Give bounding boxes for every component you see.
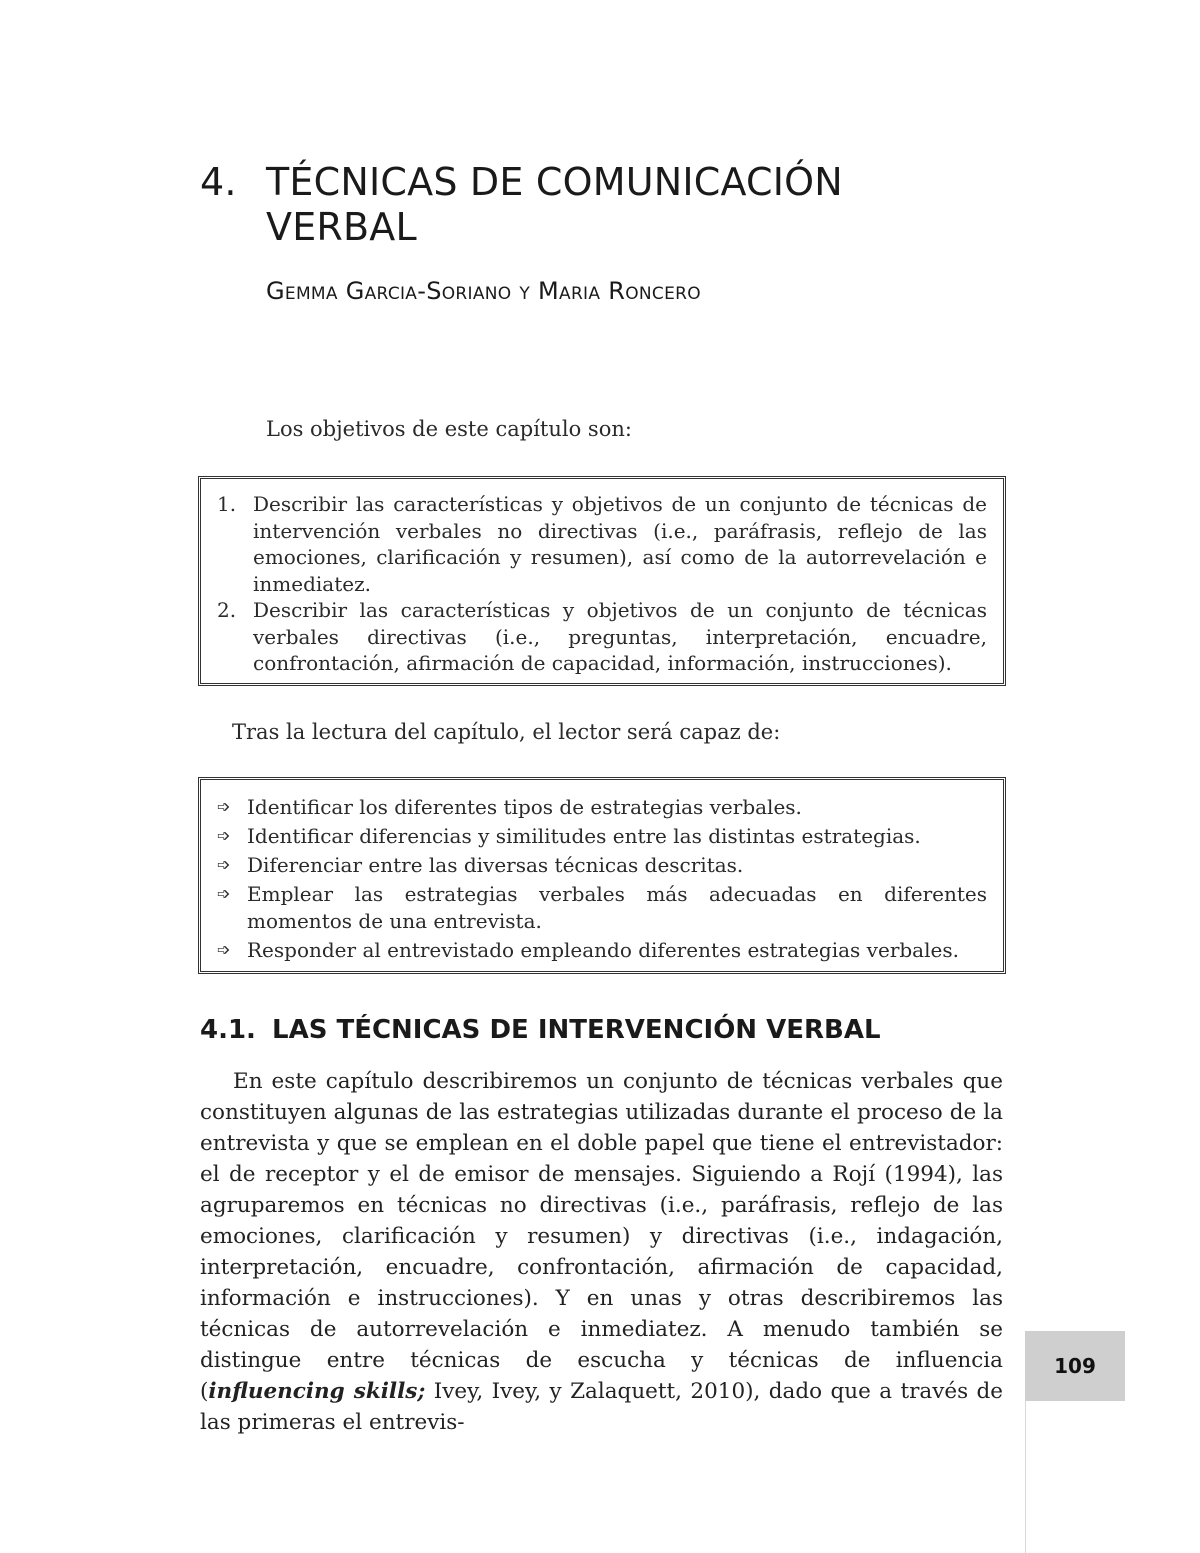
arrow-right-icon: ➩ (217, 939, 231, 959)
capability-item (217, 937, 987, 964)
paragraph-emphasis: influencing skills; (208, 1379, 426, 1404)
body-paragraph (200, 1066, 1003, 1438)
chapter-number: 4. (200, 160, 237, 204)
arrow-right-icon: ➩ (217, 884, 231, 903)
capability-text: Identificar diferencias y similitudes entre las distintas estrategias. (247, 824, 921, 848)
capability-text: Diferenciar entre las diversas técnicas descritas. (247, 853, 744, 877)
objectives-list (217, 491, 987, 677)
section-heading (200, 1012, 881, 1048)
section-title: LAS TÉCNICAS DE INTERVENCIÓN VERBAL (272, 1015, 881, 1045)
capability-text: Emplear las estrategias verbales más adecuadas en diferentes momentos de una entrevista. (247, 882, 987, 933)
objective-number: 1. (217, 492, 237, 516)
capabilities-box (198, 777, 1006, 974)
objective-text: Describir las características y objetivos de un conjunto de técnicas de intervención verbales no directivas (i.e., paráfrasis, reflejo de las emociones, clarificación y resumen), así como de la autorrevelación e inmediatez. (253, 492, 987, 596)
chapter-authors: Gemma Garcia-Soriano y Maria Roncero (266, 277, 701, 305)
arrow-right-icon: ➩ (217, 797, 231, 816)
objectives-intro: Los objetivos de este capítulo son: (266, 417, 632, 441)
capability-item (217, 794, 987, 821)
capability-text: Responder al entrevistado empleando diferentes estrategias verbales. (247, 937, 959, 962)
chapter-title: TÉCNICAS DE COMUNICACIÓN VERBAL (266, 160, 843, 249)
capabilities-intro: Tras la lectura del capítulo, el lector será capaz de: (232, 720, 781, 744)
page-number: 109 (1054, 1354, 1096, 1378)
chapter-heading (200, 160, 980, 250)
objectives-box (198, 476, 1006, 686)
margin-rule (1025, 1401, 1026, 1553)
objective-item (217, 491, 987, 597)
capability-item (217, 852, 987, 879)
capabilities-list (217, 794, 987, 963)
objective-number: 2. (217, 598, 237, 622)
paragraph-text-before: En este capítulo describiremos un conjunto de técnicas verbales que constituyen algunas de las estrategias utilizadas durante el proceso de la entrevista y que se emplean en el doble papel que tiene el entrevistador: el de receptor y el de emisor de mensajes. Siguiendo a Rojí (1994), las agruparemos en técnicas no directivas (i.e., paráfrasis, reflejo de las emociones, clarificación y resumen) y directivas (i.e., indagación, interpretación, encuadre, confrontación, afirmación de capacidad, información e instrucciones). Y en unas y otras describiremos las técnicas de autorrevelación e inmediatez. A menudo también se distingue entre técnicas de escucha y técnicas de influencia ( (200, 1069, 1003, 1404)
arrow-right-icon: ➩ (217, 855, 231, 874)
paragraph-text-after: Ivey, Ivey, y Zalaquett, 2010), dado que a través de las primeras el entrevis- (200, 1379, 1004, 1435)
capability-item (217, 881, 987, 934)
objective-item (217, 597, 987, 677)
capability-text: Identificar los diferentes tipos de estrategias verbales. (247, 795, 802, 819)
page-number-tab (1025, 1331, 1125, 1401)
capability-item (217, 823, 987, 850)
section-number: 4.1. (200, 1015, 256, 1045)
objective-text: Describir las características y objetivos de un conjunto de técnicas verbales directivas (i.e., preguntas, interpretación, encuadre, confrontación, afirmación de capacidad, información, instrucciones). (253, 598, 987, 675)
arrow-right-icon: ➩ (217, 826, 231, 845)
